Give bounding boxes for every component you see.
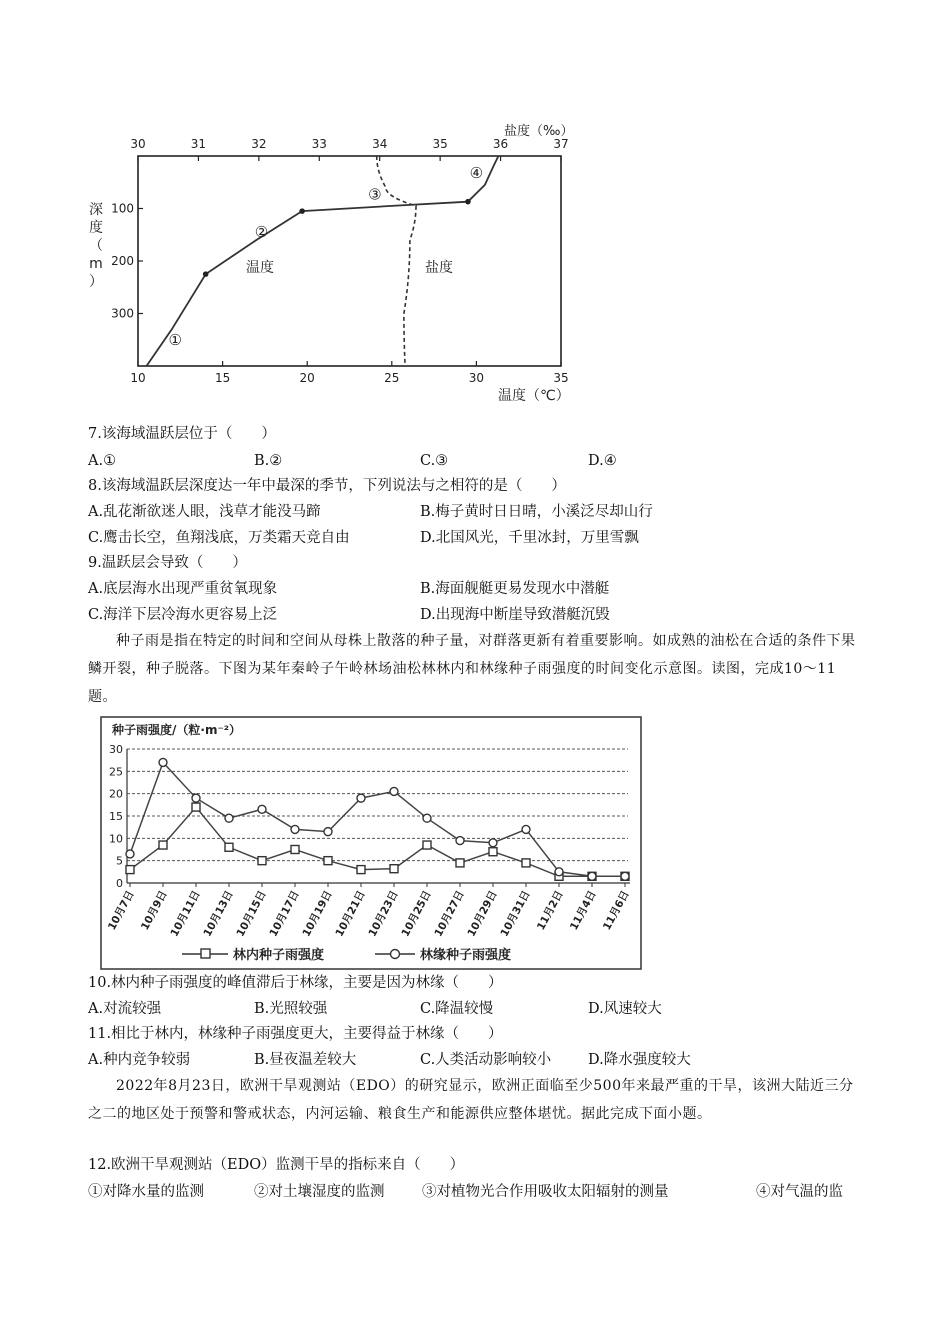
x-tick-label: 10月9日 [138, 888, 170, 933]
salinity-tick-label: 31 [190, 137, 207, 151]
q7-option-c: C.③ [420, 453, 449, 469]
inner-forest-series-line [130, 807, 625, 876]
x-tick-label: 10月25日 [399, 888, 434, 939]
forest-edge-data-point [489, 839, 497, 847]
q12-statement-2: ②对土壤湿度的监测 [254, 1184, 385, 1200]
q11-option-c: C.人类活动影响较小 [420, 1052, 552, 1068]
temperature-tick-label: 30 [468, 371, 485, 385]
q12-statement-4: ④对气温的监 [756, 1184, 843, 1200]
x-tick-label: 10月13日 [201, 888, 236, 939]
y-tick-label: 10 [109, 832, 123, 846]
inner-forest-data-point [192, 803, 200, 811]
q10-option-b: B.光照较强 [254, 1001, 328, 1017]
q12-statement-3: ③对植物光合作用吸收太阳辐射的测量 [422, 1184, 669, 1200]
seed-rain-intro-paragraph: 种子雨是指在特定的时间和空间从母株上散落的种子量，对群落更新有着重要影响。如成熟的油松在合适的条件下果鳞开裂，种子脱落。下图为某年秦岭子午岭林场油松林林内和林缘种子雨强度的时间变化示意图。读图，完成10～11题。 [88, 633, 856, 705]
salinity-tick-label: 35 [432, 137, 448, 151]
y-tick-label: 15 [109, 810, 123, 823]
y-tick-label: 5 [116, 854, 123, 868]
forest-edge-data-point [423, 814, 431, 822]
forest-edge-series-line [130, 762, 625, 876]
q8-option-d: D.北国风光，千里冰封，万里雪飘 [420, 530, 639, 546]
inner-forest-data-point [291, 846, 299, 854]
x-tick-label: 10月17日 [267, 888, 302, 939]
legend-edge-label: 林缘种子雨强度 [420, 948, 512, 963]
forest-edge-data-point [588, 872, 596, 880]
legend-inner-label: 林内种子雨强度 [233, 948, 325, 963]
q10-option-c: C.降温较慢 [420, 1001, 494, 1017]
inner-forest-data-point [159, 841, 167, 849]
inner-forest-data-point [489, 848, 497, 856]
forest-edge-data-point [456, 837, 464, 845]
salinity-axis-title: 盐度（‰） [504, 124, 574, 139]
temperature-tick-label: 15 [214, 371, 231, 385]
q7-option-d: D.④ [588, 453, 617, 469]
segment-marker: ① [168, 330, 182, 349]
q11-option-d: D.降水强度较大 [588, 1052, 691, 1068]
temperature-inflection-point [299, 208, 305, 214]
q9-option-a: A.底层海水出现严重贫氧现象 [88, 581, 278, 597]
forest-edge-data-point [258, 805, 266, 813]
legend-edge-marker [391, 950, 400, 959]
salinity-tick-label: 37 [553, 137, 569, 151]
temperature-inflection-point [465, 199, 471, 205]
forest-edge-data-point [522, 825, 530, 833]
seed-rain-intensity-chart [100, 716, 645, 972]
drought-intro-paragraph: 2022年8月23日，欧洲干旱观测站（EDO）的研究显示，欧洲正面临至少500年来最严重的干旱，该洲大陆近三分之二的地区处于预警和警戒状态，内河运输、粮食生产和能源供应整体堪忧。据此完成下面小题。 [88, 1078, 854, 1122]
inner-forest-data-point [258, 857, 266, 865]
temperature-tick-label: 10 [130, 371, 146, 385]
temperature-tick-label: 20 [299, 371, 315, 385]
x-tick-label: 10月29日 [465, 888, 500, 939]
depth-axis-title-char: 深 [89, 202, 103, 218]
inner-forest-data-point [357, 866, 365, 874]
salinity-tick-label: 33 [311, 137, 327, 151]
forest-edge-data-point [291, 825, 299, 833]
x-tick-label: 10月11日 [168, 888, 203, 939]
q8-option-b: B.梅子黄时日日晴，小溪泛尽却山行 [420, 504, 653, 520]
segment-marker: ④ [469, 163, 484, 182]
depth-tick-label: 100 [111, 201, 134, 216]
x-tick-label: 10月27日 [432, 888, 467, 939]
inner-forest-data-point [522, 859, 530, 867]
q9-option-c: C.海洋下层冷海水更容易上泛 [88, 607, 278, 623]
forest-edge-data-point [225, 814, 233, 822]
x-tick-label: 11月2日 [534, 888, 566, 933]
depth-tick-label: 300 [111, 306, 134, 321]
x-tick-label: 10月19日 [300, 888, 335, 939]
x-tick-label: 11月6日 [600, 888, 632, 933]
inner-forest-data-point [225, 843, 233, 851]
x-tick-label: 10月21日 [333, 888, 368, 939]
inner-forest-data-point [423, 841, 431, 849]
q10-option-d: D.风速较大 [588, 1001, 662, 1017]
q10-option-a: A.对流较强 [88, 1001, 162, 1017]
temperature-tick-label: 25 [384, 371, 400, 385]
salinity-tick-label: 34 [372, 137, 388, 151]
y-tick-label: 25 [109, 765, 123, 779]
x-tick-label: 10月31日 [498, 888, 533, 939]
q7-option-b: B.② [254, 453, 283, 469]
salinity-tick-label: 32 [251, 137, 267, 151]
q7-option-a: A.① [88, 453, 117, 469]
salinity-tick-label: 30 [130, 137, 146, 151]
question-10: 10.林内种子雨强度的峰值滞后于林缘，主要是因为林缘（ ） [88, 975, 503, 991]
depth-axis-title-char: （ [89, 238, 103, 254]
question-8: 8.该海域温跃层深度达一年中最深的季节，下列说法与之相符的是（ ） [88, 478, 566, 494]
temperature-axis-title: 温度（℃） [498, 388, 570, 404]
forest-edge-data-point [126, 850, 134, 858]
q11-option-a: A.种内竞争较弱 [88, 1052, 191, 1068]
forest-edge-data-point [357, 794, 365, 802]
x-tick-label: 10月23日 [366, 888, 401, 939]
question-11: 11.相比于林内，林缘种子雨强度更大，主要得益于林缘（ ） [88, 1026, 503, 1042]
forest-edge-data-point [555, 868, 563, 876]
forest-edge-data-point [390, 787, 398, 795]
forest-edge-data-point [621, 872, 629, 880]
forest-edge-data-point [324, 828, 332, 836]
inner-forest-data-point [126, 866, 134, 874]
temperature-tick-label: 35 [553, 371, 569, 385]
salinity-curve [377, 156, 416, 366]
x-tick-label: 11月4日 [567, 888, 599, 933]
plot-frame [138, 156, 561, 366]
segment-marker: ③ [368, 185, 382, 204]
question-9: 9.温跃层会导致（ ） [88, 555, 247, 571]
q8-option-c: C.鹰击长空，鱼翔浅底，万类霜天竞自由 [88, 530, 350, 546]
depth-axis-title-char: m [89, 256, 103, 272]
question-7: 7.该海域温跃层位于（ ） [88, 426, 276, 442]
inner-forest-data-point [456, 859, 464, 867]
depth-tick-label: 200 [111, 254, 134, 268]
forest-edge-data-point [159, 758, 167, 766]
salinity-curve-label: 盐度 [425, 260, 453, 276]
q9-option-d: D.出现海中断崖导致潜艇沉毁 [420, 607, 610, 623]
y-tick-label: 30 [109, 743, 123, 756]
inner-forest-data-point [324, 857, 332, 865]
salinity-tick-label: 36 [492, 137, 509, 151]
q11-option-b: B.昼夜温差较大 [254, 1052, 357, 1068]
q12-statement-1: ①对降水量的监测 [88, 1184, 204, 1200]
segment-marker: ② [254, 223, 269, 242]
temperature-salinity-profile-chart [80, 118, 600, 410]
forest-edge-data-point [192, 794, 200, 802]
inner-forest-data-point [390, 865, 398, 873]
x-tick-label: 10月7日 [105, 888, 137, 933]
temperature-curve-label: 温度 [246, 260, 274, 276]
x-tick-label: 10月15日 [234, 888, 269, 939]
y-tick-label: 20 [109, 787, 123, 801]
question-12: 12.欧洲干旱观测站（EDO）监测干旱的指标来自（ ） [88, 1157, 465, 1173]
legend-inner-marker [201, 949, 210, 958]
q9-option-b: B.海面舰艇更易发现水中潜艇 [420, 581, 610, 597]
chart-title: 种子雨强度/（粒·m⁻²） [112, 723, 242, 737]
q8-option-a: A.乱花渐欲迷人眼，浅草才能没马蹄 [88, 504, 321, 520]
y-tick-label: 0 [116, 877, 123, 890]
temperature-inflection-point [203, 271, 209, 277]
depth-axis-title-char: ） [89, 274, 103, 290]
depth-axis-title-char: 度 [89, 220, 103, 236]
